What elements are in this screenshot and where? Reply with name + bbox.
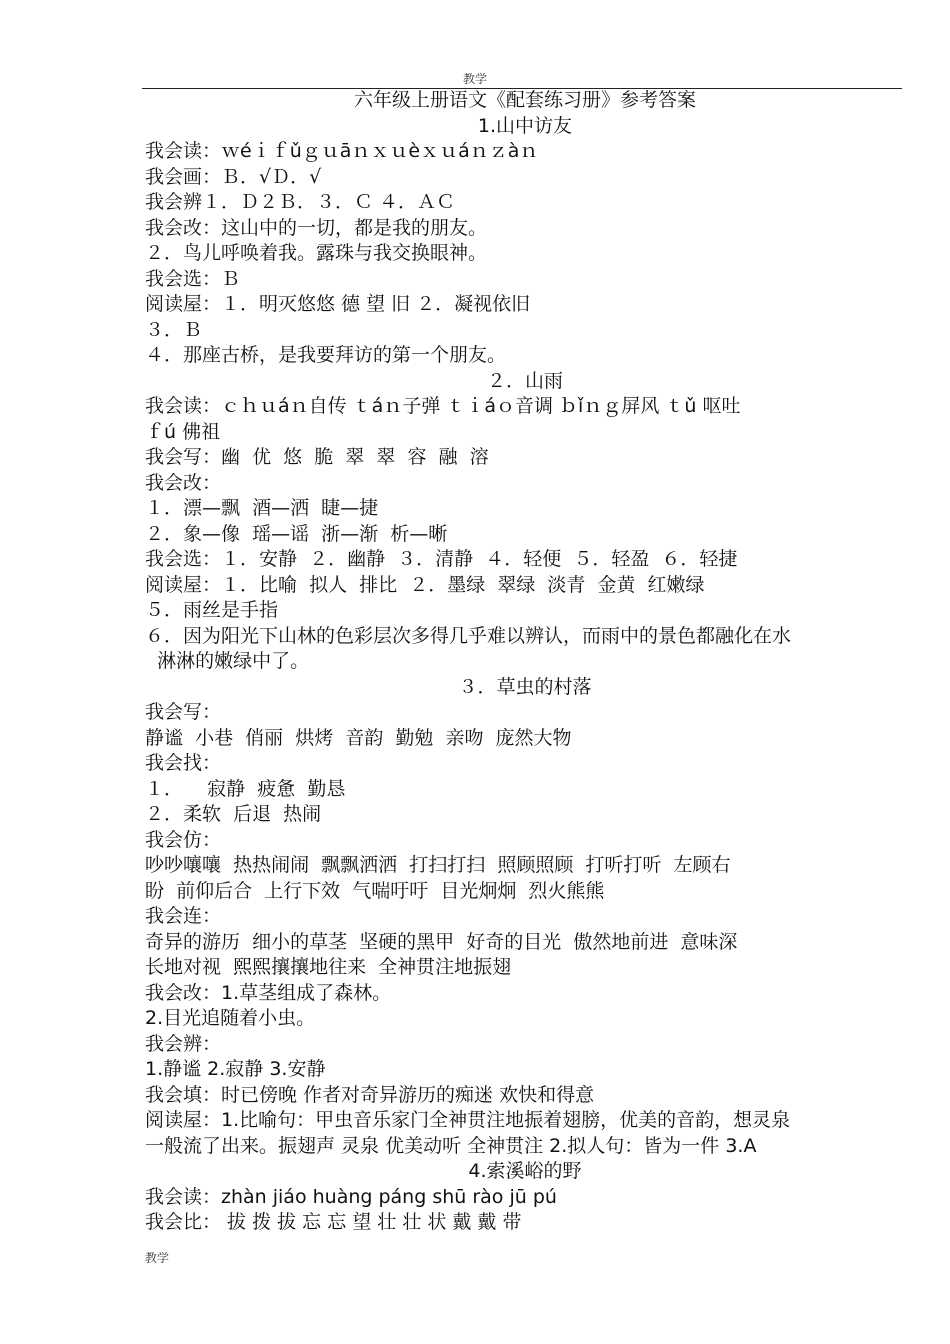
text-line: 我会找：	[145, 752, 222, 774]
text-line: 我会写：幽 优 悠 脆 翠 翠 容 融 溶	[145, 446, 489, 468]
text-line: 我会读：ｗéｉｆǔｇｕāｎｘｕèｘｕáｎｚàｎ	[145, 140, 539, 162]
text-line: 我会辨１．Ｄ２Ｂ．３．Ｃ ４．ＡＣ	[145, 191, 456, 213]
text-line: ２．象—像 瑶—谣 浙—渐 析—晰	[145, 522, 448, 545]
text-line: 我会改：1.草茎组成了森林。	[145, 981, 392, 1004]
text-line: 阅读屋：１．明灭悠悠 德 望 旧 ２．凝视依旧	[145, 293, 531, 315]
text-line: ３．Ｂ	[145, 318, 203, 341]
text-line: 盼 前仰后合 上行下效 气喘吁吁 目光炯炯 烈火熊熊	[145, 879, 605, 902]
text-line: 我会连：	[145, 905, 222, 927]
text-line: 我会仿：	[145, 828, 222, 851]
page-header-label: 教学	[462, 72, 487, 86]
text-line: ５．雨丝是手指	[145, 599, 279, 621]
section-heading: 六年级上册语文《配套练习册》参考答案	[353, 89, 696, 111]
text-line: 我会读：ｃｈｕáｎ自传 ｔáｎ子弹 ｔｉáｏ音调 ｂǐｎｇ屏风 ｔǔ 呕吐	[145, 395, 741, 417]
text-line: 我会选：Ｂ	[145, 267, 241, 290]
text-line: １． 寂静 疲惫 勤恳	[145, 777, 346, 800]
text-line: 我会填：时已傍晚 作者对奇异游历的痴迷 欢快和得意	[145, 1083, 595, 1106]
page-footer-label: 教学	[145, 1251, 170, 1265]
text-line: 阅读屋：1.比喻句：甲虫音乐家门全神贯注地振着翅膀，优美的音韵，想灵泉	[145, 1109, 791, 1131]
text-line: ６．因为阳光下山林的色彩层次多得几乎难以辨认，而雨中的景色都融化在水	[145, 624, 792, 647]
text-line: 长地对视 熙熙攘攘地往来 全神贯注地振翅	[145, 956, 512, 978]
text-line: 阅读屋：１．比喻 拟人 排比 ２．墨绿 翠绿 淡青 金黄 红嫩绿	[145, 573, 705, 596]
text-line: 我会读：zhàn jiáo huàng páng shū rào jū pú	[145, 1185, 557, 1208]
text-line: 我会画：Ｂ．√Ｄ．√	[145, 165, 322, 188]
text-line: ２．鸟儿呼唤着我。露珠与我交换眼神。	[145, 242, 488, 264]
section-heading: 4.索溪峪的野	[468, 1160, 582, 1182]
text-line: ２．柔软 后退 热闹	[145, 803, 322, 825]
text-line: 我会辨：	[145, 1032, 222, 1055]
text-line: 一般流了出来。振翅声 灵泉 优美动听 全神贯注 2.拟人句：皆为一件 3.A	[145, 1134, 757, 1157]
text-line: ４．那座古桥，是我要拜访的第一个朋友。	[145, 344, 507, 366]
text-line: 我会比： 拔 拨 拔 忘 忘 望 壮 壮 状 戴 戴 带	[145, 1211, 522, 1233]
text-line: 奇异的游历 细小的草茎 坚硬的黑甲 好奇的目光 傲然地前进 意味深	[145, 930, 738, 953]
text-line: 吵吵嚷嚷 热热闹闹 飘飘洒洒 打扫打扫 照顾照顾 打听打听 左顾右	[145, 854, 731, 876]
section-heading: ２．山雨	[486, 369, 563, 392]
section-heading: 1.山中访友	[477, 114, 573, 137]
section-heading: ３．草虫的村落	[458, 675, 592, 698]
text-line: 2.目光追随着小虫。	[145, 1007, 316, 1029]
text-line: 我会写：	[145, 701, 222, 723]
text-line: 静谧 小巷 俏丽 烘烤 音韵 勤勉 亲吻 庞然大物	[145, 726, 572, 749]
text-line: 淋淋的嫩绿中了。	[145, 650, 310, 672]
text-line: １．漂—飘 酒—洒 睫—捷	[145, 497, 379, 519]
text-line: ｆú 佛祖	[145, 420, 221, 443]
document-body	[145, 88, 905, 1236]
text-line: 我会改：这山中的一切，都是我的朋友。	[145, 216, 488, 239]
text-line: 我会改：	[145, 471, 222, 494]
text-line: 1.静谧 2.寂静 3.安静	[145, 1058, 326, 1080]
text-line: 我会选：１．安静 ２．幽静 ３．清静 ４．轻便 ５．轻盈 ６．轻捷	[145, 548, 738, 570]
